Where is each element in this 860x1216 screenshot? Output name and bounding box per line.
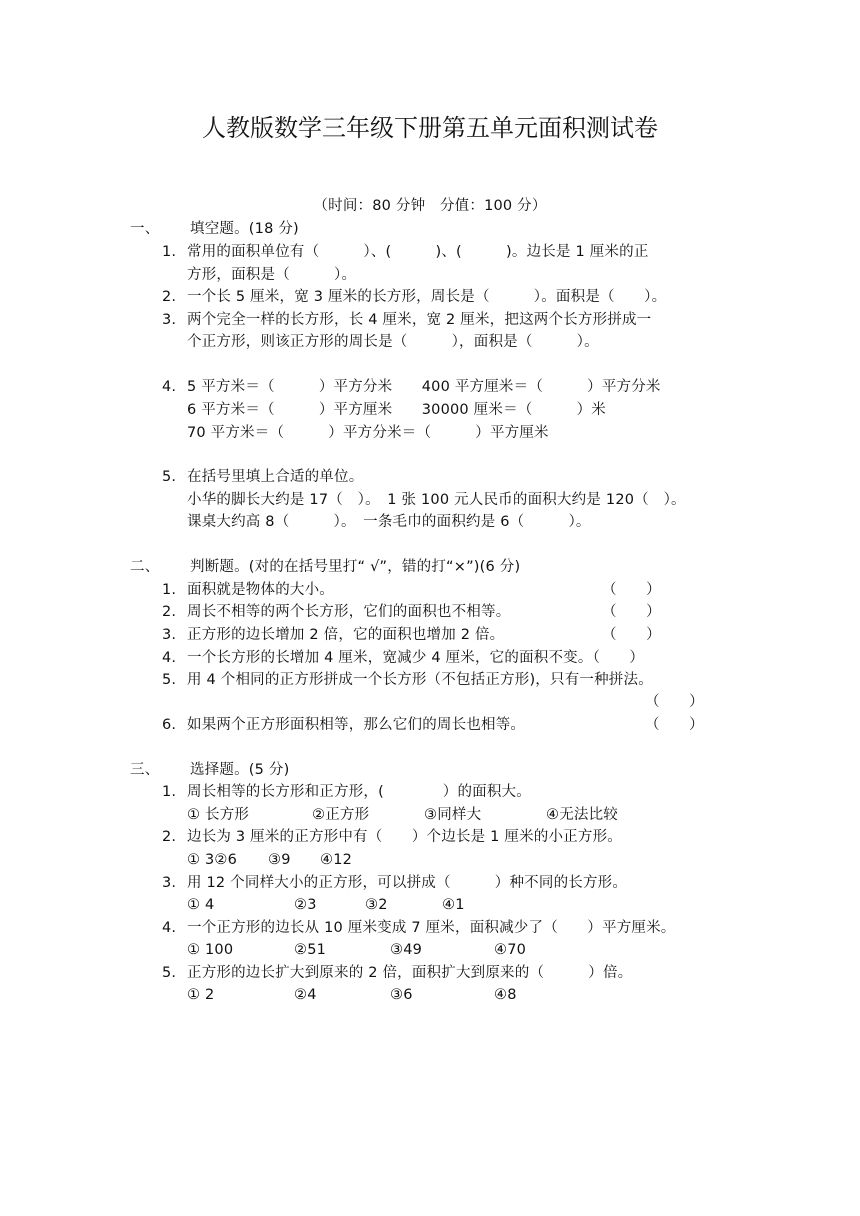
section-1-heading: 填空题。(18 分) (190, 221, 299, 237)
s3-q4-text: 一个正方形的边长从 10 厘米变成 7 厘米，面积减少了（ ）平方厘米。 (187, 920, 676, 936)
s2-q5-text: 用 4 个相同的正方形拼成一个长方形（不包括正方形)，只有一种拼法。 (187, 672, 653, 688)
s3-q3-option-a: ① 4 (187, 897, 215, 913)
s2-q3-answer: （ ） (602, 627, 661, 643)
s1-q1-number: 1. (162, 244, 177, 260)
s2-q2-number: 2. (162, 604, 177, 620)
exam-info: （时间：80 分钟 分值：100 分） (313, 198, 547, 214)
s3-q1-option-d: ④无法比较 (546, 807, 618, 823)
s3-q4-option-b: ②51 (294, 942, 327, 958)
section-1-number: 一、 (130, 221, 160, 237)
s3-q5-option-a: ① 2 (187, 987, 215, 1003)
s3-q5-option-c: ③6 (390, 987, 413, 1003)
s3-q4-option-a: ① 100 (187, 942, 234, 958)
s2-q5-answer: （ ） (645, 694, 704, 710)
page-title: 人教版数学三年级下册第五单元面积测试卷 (202, 114, 658, 142)
s2-q1-text: 面积就是物体的大小。 (187, 582, 334, 598)
s1-q3-line2: 个正方形，则该正方形的周长是（ ），面积是（ ）。 (187, 334, 599, 350)
s2-q2-answer: （ ） (602, 604, 661, 620)
s3-q2-option-c: ③9 (268, 852, 291, 868)
s2-q2-text: 周长不相等的两个长方形，它们的面积也不相等。 (187, 604, 511, 620)
s1-q4-line3: 70 平方米＝（ ）平方分米＝（ ）平方厘米 (187, 425, 549, 441)
s2-q6-number: 6. (162, 717, 177, 733)
s1-q4-line2: 6 平方米＝（ ）平方厘米 30000 厘米＝（ ）米 (187, 402, 606, 418)
s3-q4-number: 4. (162, 920, 177, 936)
s2-q4-text: 一个长方形的长增加 4 厘米，宽减少 4 厘米，它的面积不变。（ ） (187, 650, 645, 666)
s3-q2-option-d: ④12 (320, 852, 353, 868)
s3-q3-number: 3. (162, 875, 177, 891)
s3-q3-option-d: ④1 (442, 897, 465, 913)
s2-q3-number: 3. (162, 627, 177, 643)
s3-q5-option-d: ④8 (494, 987, 517, 1003)
s1-q4-number: 4. (162, 379, 177, 395)
s3-q1-text: 周长相等的长方形和正方形，( ）的面积大。 (187, 784, 531, 800)
s2-q6-text: 如果两个正方形面积相等，那么它们的周长也相等。 (187, 717, 526, 733)
s3-q3-text: 用 12 个同样大小的正方形，可以拼成（ ）种不同的长方形。 (187, 875, 628, 891)
s3-q5-text: 正方形的边长扩大到原来的 2 倍，面积扩大到原来的（ ）倍。 (187, 965, 633, 981)
s1-q2-line1: 一个长 5 厘米，宽 3 厘米的长方形，周长是（ ）。面积是（ ）。 (187, 289, 667, 305)
s1-q4-line1: 5 平方米＝（ ）平方分米 400 平方厘米＝（ ）平方分米 (187, 379, 661, 395)
s2-q6-answer: （ ） (645, 717, 704, 733)
s2-q1-number: 1. (162, 582, 177, 598)
s2-q3-text: 正方形的边长增加 2 倍，它的面积也增加 2 倍。 (187, 627, 505, 643)
s1-q5-line2: 小华的脚长大约是 17（ ）。 1 张 100 元人民币的面积大约是 120（ ）。 (187, 492, 686, 508)
section-2-number: 二、 (130, 559, 160, 575)
s3-q2-option-ab: ① 3②6 (187, 852, 238, 868)
s3-q1-option-a: ① 长方形 (187, 807, 250, 823)
s3-q5-option-b: ②4 (294, 987, 317, 1003)
s3-q3-option-b: ②3 (294, 897, 317, 913)
s2-q5-number: 5. (162, 672, 177, 688)
s3-q4-option-d: ④70 (494, 942, 527, 958)
s1-q5-number: 5. (162, 469, 177, 485)
section-2-heading: 判断题。(对的在括号里打“ √”，错的打“×”)(6 分) (190, 559, 521, 575)
s3-q2-text: 边长为 3 厘米的正方形中有（ ）个边长是 1 厘米的小正方形。 (187, 829, 622, 845)
s3-q5-number: 5. (162, 965, 177, 981)
s2-q4-number: 4. (162, 650, 177, 666)
s3-q3-option-c: ③2 (365, 897, 388, 913)
s1-q3-number: 3. (162, 312, 177, 328)
s3-q4-option-c: ③49 (390, 942, 423, 958)
s2-q1-answer: （ ） (602, 582, 661, 598)
s1-q5-line3: 课桌大约高 8（ ）。 一条毛巾的面积约是 6（ ）。 (187, 514, 591, 530)
s1-q2-number: 2. (162, 289, 177, 305)
section-3-heading: 选择题。(5 分) (190, 762, 290, 778)
s3-q1-option-c: ③同样大 (424, 807, 482, 823)
s1-q1-line2: 方形，面积是（ ）。 (187, 267, 357, 283)
s3-q1-option-b: ②正方形 (312, 807, 370, 823)
s3-q2-number: 2. (162, 829, 177, 845)
s1-q1-line1: 常用的面积单位有（ ）、( )、( )。边长是 1 厘米的正 (187, 244, 649, 260)
s1-q5-line1: 在括号里填上合适的单位。 (187, 469, 364, 485)
s3-q1-number: 1. (162, 784, 177, 800)
s1-q3-line1: 两个完全一样的长方形，长 4 厘米，宽 2 厘米，把这两个长方形拼成一 (187, 312, 652, 328)
section-3-number: 三、 (130, 762, 160, 778)
